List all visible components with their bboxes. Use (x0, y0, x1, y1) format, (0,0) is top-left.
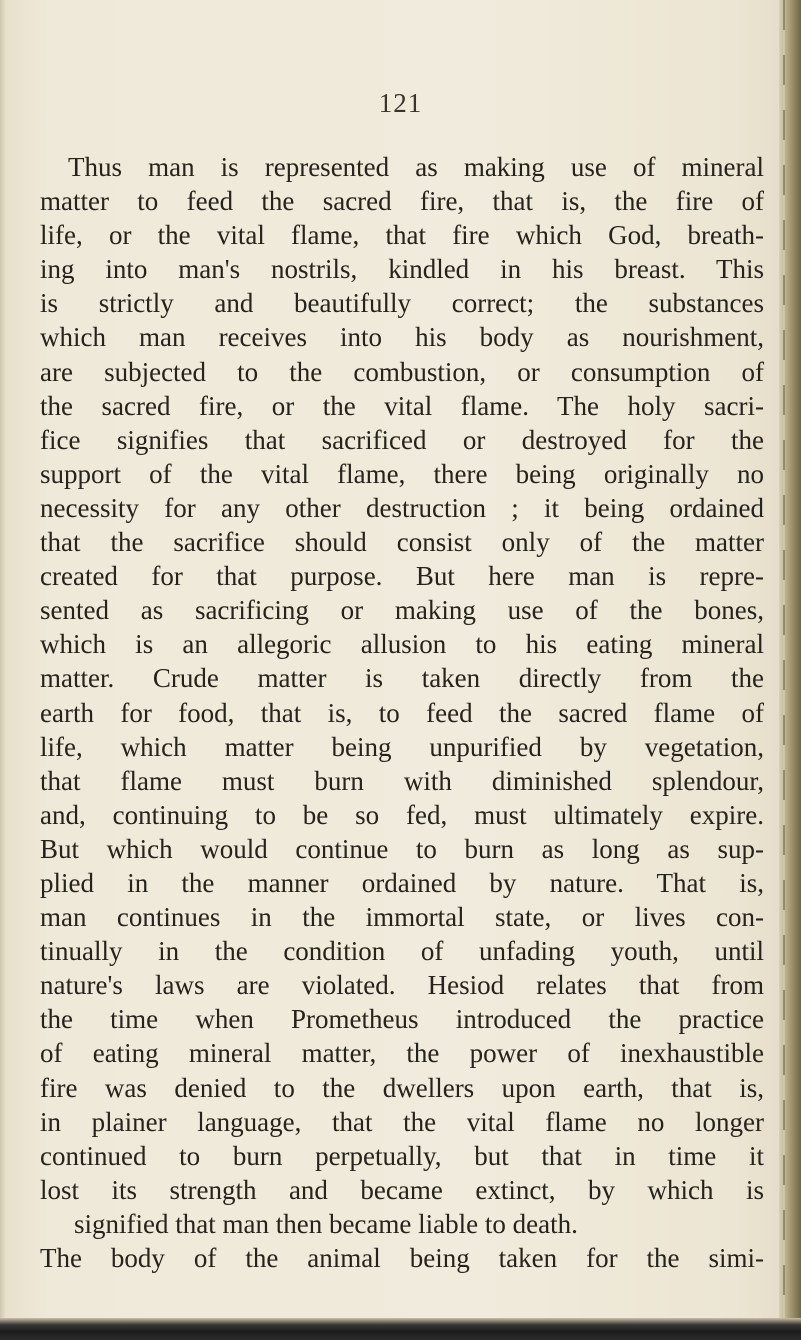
text-line: life, which matter being unpurified by vegetation, (40, 731, 764, 762)
text-line: The body of the animal being taken for the simi- (40, 1243, 764, 1273)
text-line: which man receives into his body as nourishment, (40, 322, 764, 353)
text-line: necessity for any other destruction ; it being ordained (40, 492, 764, 523)
text-line: fice signifies that sacrificed or destroyed for the (40, 424, 764, 455)
text-line: matter to feed the sacred fire, that is, the fire of (40, 186, 764, 217)
text-line: is strictly and beautifully correct; the substances (40, 288, 764, 319)
page-right-edge-binding (779, 0, 801, 1340)
text-line: ing into man's nostrils, kindled in his breast. This (40, 254, 764, 285)
text-line: are subjected to the combustion, or consumption of (40, 356, 764, 387)
text-line: nature's laws are violated. Hesiod relates that from (40, 970, 764, 1001)
text-line: created for that purpose. But here man is repre- (40, 561, 764, 592)
text-line: man continues in the immortal state, or lives con- (40, 902, 764, 933)
text-line: and, continuing to be so fed, must ultimately expire. (40, 799, 764, 830)
text-line: that the sacrifice should consist only of the matter (40, 527, 764, 558)
text-line: continued to burn perpetually, but that in time it (40, 1140, 764, 1171)
text-line: life, or the vital flame, that fire which God, breath- (40, 220, 764, 251)
text-line: matter. Crude matter is taken directly from the (40, 663, 764, 694)
text-line: Thus man is represented as making use of mineral (68, 152, 764, 182)
page-left-edge (0, 0, 6, 1340)
text-line: the time when Prometheus introduced the practice (40, 1004, 764, 1035)
text-line: sented as sacrificing or making use of the bones, (40, 595, 764, 626)
text-line: earth for food, that is, to feed the sacred flame of (40, 697, 764, 728)
text-line: support of the vital flame, there being originally no (40, 458, 764, 489)
text-line: tinually in the condition of unfading youth, until (40, 936, 764, 967)
text-line: But which would continue to burn as long as sup- (40, 833, 764, 864)
text-line: of eating mineral matter, the power of inexhaustible (40, 1038, 764, 1069)
page-number: 121 (378, 88, 423, 118)
text-line: lost its strength and became extinct, by which is (40, 1174, 764, 1205)
text-line: that flame must burn with diminished splendour, (40, 765, 764, 796)
body-text (28, 150, 764, 1275)
text-line: which is an allegoric allusion to his eating mineral (40, 629, 764, 660)
text-line: in plainer language, that the vital flame no longer (40, 1106, 764, 1137)
text-line: plied in the manner ordained by nature. That is, (40, 867, 764, 898)
page-bottom-edge (0, 1318, 801, 1340)
text-line: fire was denied to the dwellers upon earth, that is, (40, 1072, 764, 1103)
text-line: signified that man then became liable to death. (74, 1208, 578, 1239)
text-line: the sacred fire, or the vital flame. The holy sacri- (40, 390, 764, 421)
